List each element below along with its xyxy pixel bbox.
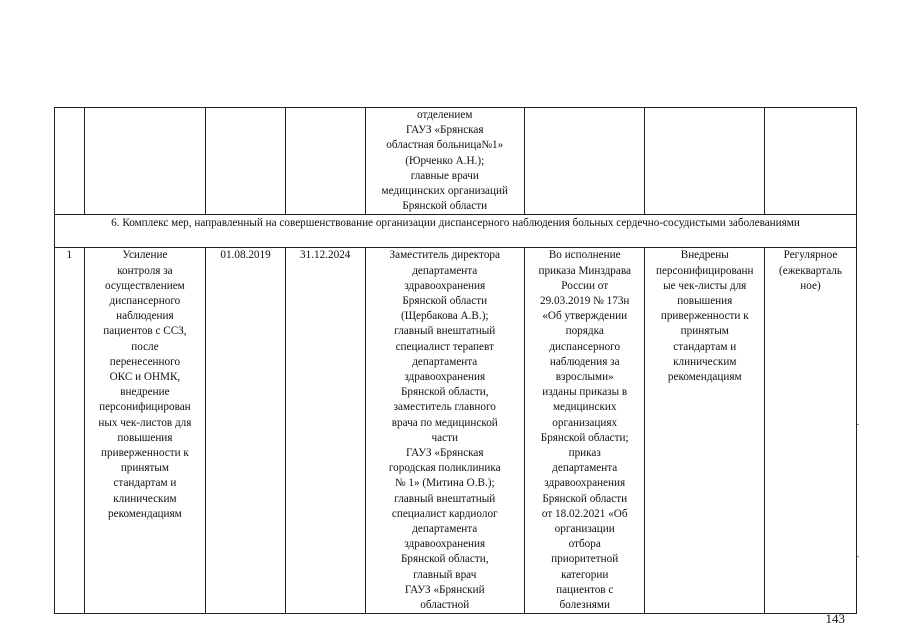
cell-result-empty bbox=[524, 108, 645, 215]
measure-name-line: стандартам и bbox=[113, 477, 177, 490]
result-line: пациентов с bbox=[556, 583, 614, 596]
responsible-line: главный внештатный bbox=[394, 492, 496, 505]
responsible-line: специалист кардиолог bbox=[391, 507, 498, 520]
responsible-text bbox=[367, 248, 523, 613]
result-line: наблюдения за bbox=[549, 355, 620, 368]
responsible-line: ГАУЗ «Брянская bbox=[405, 447, 484, 460]
measure-name-line: после bbox=[131, 340, 159, 353]
periodicity-line: (ежекварталь bbox=[779, 264, 842, 277]
cell-responsible bbox=[365, 108, 524, 215]
cell-num-empty bbox=[55, 108, 85, 215]
cell-indicator-empty bbox=[645, 108, 765, 215]
measure-name-line: принятым bbox=[120, 462, 169, 475]
cell-result bbox=[524, 248, 645, 614]
responsible-line: ГАУЗ «Брянский bbox=[404, 583, 485, 596]
result-line: медицинских bbox=[552, 401, 617, 414]
cell-name bbox=[84, 248, 206, 614]
responsible-line: Брянской области bbox=[402, 295, 488, 308]
responsible-line: здравоохранения bbox=[404, 371, 486, 384]
responsible-line: врача по медицинской bbox=[391, 416, 498, 429]
responsible-line: департамента bbox=[412, 355, 478, 368]
responsible-line: главный внештатный bbox=[394, 325, 496, 338]
periodicity-line: ное) bbox=[800, 279, 821, 292]
measure-name-line: персонифицирован bbox=[99, 401, 191, 414]
cell-responsible bbox=[365, 248, 524, 614]
result-line: приказа Минздрава bbox=[538, 264, 631, 277]
measure-name-line: внедрение bbox=[120, 386, 170, 399]
cell-name-empty bbox=[84, 108, 206, 215]
indicator-line: персонифицированн bbox=[655, 264, 754, 277]
responsible-line: отделением bbox=[417, 109, 473, 121]
result-line: от 18.02.2021 «Об bbox=[541, 507, 628, 520]
section-title: 6. Комплекс мер, направленный на совершенствование организации диспансерного наблюдения больных сердечно-сосудистыми заболеваниями bbox=[55, 215, 857, 248]
responsible-line: заместитель главного bbox=[393, 401, 496, 414]
responsible-line: департамента bbox=[412, 523, 478, 536]
result-line: 29.03.2019 № 173н bbox=[540, 295, 630, 308]
measure-name-line: рекомендациям bbox=[108, 507, 182, 520]
result-line: организации bbox=[554, 523, 615, 536]
responsible-line: № 1» (Митина О.В.); bbox=[394, 477, 495, 490]
measure-name-line: контроля за bbox=[117, 264, 173, 277]
indicator-line: стандартам и bbox=[673, 340, 737, 353]
indicator-line: ые чек-листы для bbox=[663, 279, 747, 292]
responsible-line: (Юрченко А.Н.); bbox=[405, 154, 485, 167]
result-line: категории bbox=[561, 568, 609, 581]
responsible-line: части bbox=[431, 431, 458, 444]
measure-name-line: осуществлением bbox=[105, 279, 185, 292]
periodicity-text bbox=[766, 248, 855, 294]
responsible-line: специалист терапевт bbox=[395, 340, 494, 353]
measure-name-line: перенесенного bbox=[109, 355, 181, 368]
cell-periodicity bbox=[765, 248, 857, 614]
indicator-line: приверженности к bbox=[660, 310, 749, 323]
page-number: 143 bbox=[825, 611, 845, 626]
result-line: России от bbox=[561, 279, 609, 292]
responsible-line: главные врачи bbox=[410, 169, 479, 182]
result-text bbox=[526, 248, 644, 613]
result-line: здравоохранения bbox=[544, 477, 626, 490]
result-line: приказ bbox=[568, 447, 601, 460]
result-line: «Об утверждении bbox=[542, 310, 628, 323]
scan-speck bbox=[857, 424, 859, 425]
indicator-line: клиническим bbox=[673, 355, 737, 368]
section-header-row bbox=[55, 215, 857, 248]
measure-name-text bbox=[86, 248, 205, 522]
measure-name-line: пациентов с ССЗ, bbox=[103, 325, 187, 338]
result-line: изданы приказы в bbox=[542, 386, 628, 399]
result-line: взрослыми» bbox=[555, 371, 614, 384]
measure-name-line: диспансерного bbox=[109, 295, 181, 308]
cell-periodicity-empty bbox=[765, 108, 857, 215]
result-line: болезнями bbox=[559, 599, 610, 612]
responsible-line: здравоохранения bbox=[404, 538, 486, 551]
result-line: отбора bbox=[568, 538, 601, 551]
indicator-line: принятым bbox=[680, 325, 729, 338]
responsible-line: городская поликлиника bbox=[388, 462, 501, 475]
measure-name-line: приверженности к bbox=[101, 447, 189, 460]
measure-name-line: повышения bbox=[117, 431, 173, 444]
cell-end-empty bbox=[285, 108, 365, 215]
cell-end-date: 31.12.2024 bbox=[285, 248, 365, 614]
indicator-text bbox=[646, 248, 763, 385]
indicator-line: рекомендациям bbox=[667, 371, 742, 384]
responsible-line: областной bbox=[420, 599, 470, 612]
responsible-line: (Щербакова А.В.); bbox=[400, 310, 489, 323]
result-line: диспансерного bbox=[549, 340, 621, 353]
measure-name-line: Усиление bbox=[122, 249, 168, 262]
responsible-line: Брянской области, bbox=[400, 386, 489, 399]
table-row bbox=[55, 248, 857, 614]
measure-name-line: ОКС и ОНМК, bbox=[109, 371, 181, 384]
measure-name-line: клиническим bbox=[113, 492, 177, 505]
result-line: Брянской области bbox=[542, 492, 628, 505]
result-line: приоритетной bbox=[551, 553, 619, 566]
responsible-line: областная больница№1» bbox=[386, 139, 504, 152]
measure-name-line: ных чек-листов для bbox=[98, 416, 192, 429]
responsible-line: Брянской области, bbox=[400, 553, 489, 566]
cell-indicator bbox=[645, 248, 765, 614]
responsible-line: Брянской области bbox=[402, 200, 488, 213]
action-plan-table bbox=[54, 107, 857, 614]
result-line: Брянской области; bbox=[540, 431, 629, 444]
scan-speck bbox=[857, 556, 859, 557]
cell-start-empty bbox=[206, 108, 286, 215]
periodicity-line: Регулярное bbox=[783, 249, 838, 262]
responsible-line: медицинских организаций bbox=[381, 185, 508, 198]
responsible-text bbox=[367, 108, 523, 214]
responsible-line: здравоохранения bbox=[404, 279, 486, 292]
result-line: организациях bbox=[552, 416, 618, 429]
responsible-line: ГАУЗ «Брянская bbox=[405, 124, 484, 137]
cell-num: 1 bbox=[55, 248, 85, 614]
responsible-line: главный врач bbox=[413, 568, 477, 581]
cell-start-date: 01.08.2019 bbox=[206, 248, 286, 614]
indicator-line: повышения bbox=[677, 295, 733, 308]
result-line: порядка bbox=[565, 325, 604, 338]
measure-name-line: наблюдения bbox=[116, 310, 174, 323]
result-line: департамента bbox=[552, 462, 618, 475]
responsible-line: Заместитель директора bbox=[389, 249, 500, 262]
responsible-line: департамента bbox=[412, 264, 478, 277]
indicator-line: Внедрены bbox=[680, 249, 729, 262]
table-row-continuation bbox=[55, 108, 857, 215]
result-line: Во исполнение bbox=[548, 249, 621, 262]
